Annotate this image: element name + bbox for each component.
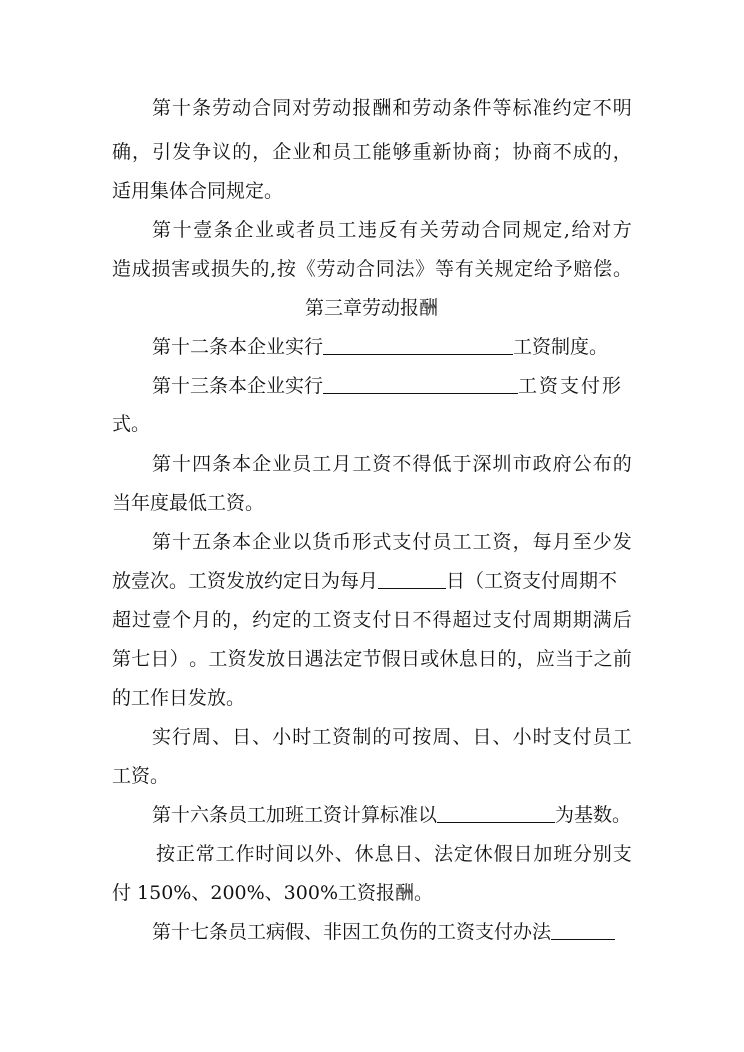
article-11-line-1: 第 十 壹 条 企 业 或 者 员 工 违 反 有 关 劳 动 合 同 规 定 , 给 对 方 xyxy=(152,219,632,241)
article-14-line-1: 第 十 四 条 本 企 业 员 工 月 工 资 不 得 低 于 深 圳 市 政 府 公 布 的 xyxy=(152,453,632,475)
hourly-wage-line-2: 工资。 xyxy=(112,765,170,787)
article-12-pre: 第十二条本企业实行 xyxy=(152,336,324,358)
fill-blank[interactable] xyxy=(551,921,615,940)
fill-blank[interactable] xyxy=(323,375,518,394)
article-15-line-1: 第 十 五 条 本 企 业 以 货 币 形 式 支 付 员 工 工 资 ， 每 月 至 少 发 xyxy=(152,531,632,553)
article-10-line-2: 确 ， 引 发 争 议 的 ， 企 业 和 员 工 能 够 重 新 协 商 ； 协 商 不 成 的 ， xyxy=(112,141,632,163)
article-10-line-1: 第 十 条 劳 动 合 同 对 劳 动 报 酬 和 劳 动 条 件 等 标 准 约 定 不 明 xyxy=(152,97,632,119)
article-15-post: 日（工资支付周期不 xyxy=(446,570,618,592)
article-12 xyxy=(152,335,608,359)
article-13-pre: 第十三条本企业实行 xyxy=(152,375,324,397)
article-14-line-2: 当年度最低工资。 xyxy=(112,492,265,514)
article-17 xyxy=(152,920,615,944)
article-10-line-3: 适用集体合同规定。 xyxy=(112,180,284,202)
article-16-note-line-2: 付 150%、200%、300%工资报酬。 xyxy=(112,882,433,904)
article-16 xyxy=(152,803,631,827)
fill-blank[interactable] xyxy=(323,336,513,355)
fill-blank[interactable] xyxy=(378,570,446,589)
article-13 xyxy=(152,374,623,398)
article-15-line-3: 超 过 壹 个 月 的 ， 约 定 的 工 资 支 付 日 不 得 超 过 支 付 周 期 期 满 后 xyxy=(112,609,632,631)
article-16-pre: 第十六条员工加班工资计算标准以 xyxy=(152,804,438,826)
chapter-heading: 第三章劳动报酬 xyxy=(305,297,439,319)
article-15-line-5: 的工作日发放。 xyxy=(112,687,246,709)
article-13-post: 工资支付形 xyxy=(518,375,624,397)
article-17-pre: 第十七条员工病假、非因工负伤的工资支付办法 xyxy=(152,921,552,943)
article-12-post: 工资制度。 xyxy=(513,336,609,358)
article-15-line-2 xyxy=(112,569,617,593)
article-13-line-2: 式。 xyxy=(112,413,151,435)
article-15-line-4: 第 七 日 ） 。 工 资 发 放 日 遇 法 定 节 假 日 或 休 息 日 的 ， 应 当 于 之 前 xyxy=(112,648,632,670)
article-16-post: 为基数。 xyxy=(555,804,632,826)
article-11-line-2: 造 成 损 害 或 损 失 的 , 按 《 劳 动 合 同 法 》 等 有 关 规 定 给 予 赔 偿 。 xyxy=(112,258,632,280)
fill-blank[interactable] xyxy=(437,804,555,823)
article-16-note-line-1: 按 正 常 工 作 时 间 以 外 、 休 息 日 、 法 定 休 假 日 加 班 分 别 支 xyxy=(156,843,632,865)
article-15-pre: 放壹次。工资发放约定日为每月 xyxy=(112,570,379,592)
hourly-wage-line-1: 实 行 周 、 日 、 小 时 工 资 制 的 可 按 周 、 日 、 小 时 支 付 员 工 xyxy=(152,726,632,748)
